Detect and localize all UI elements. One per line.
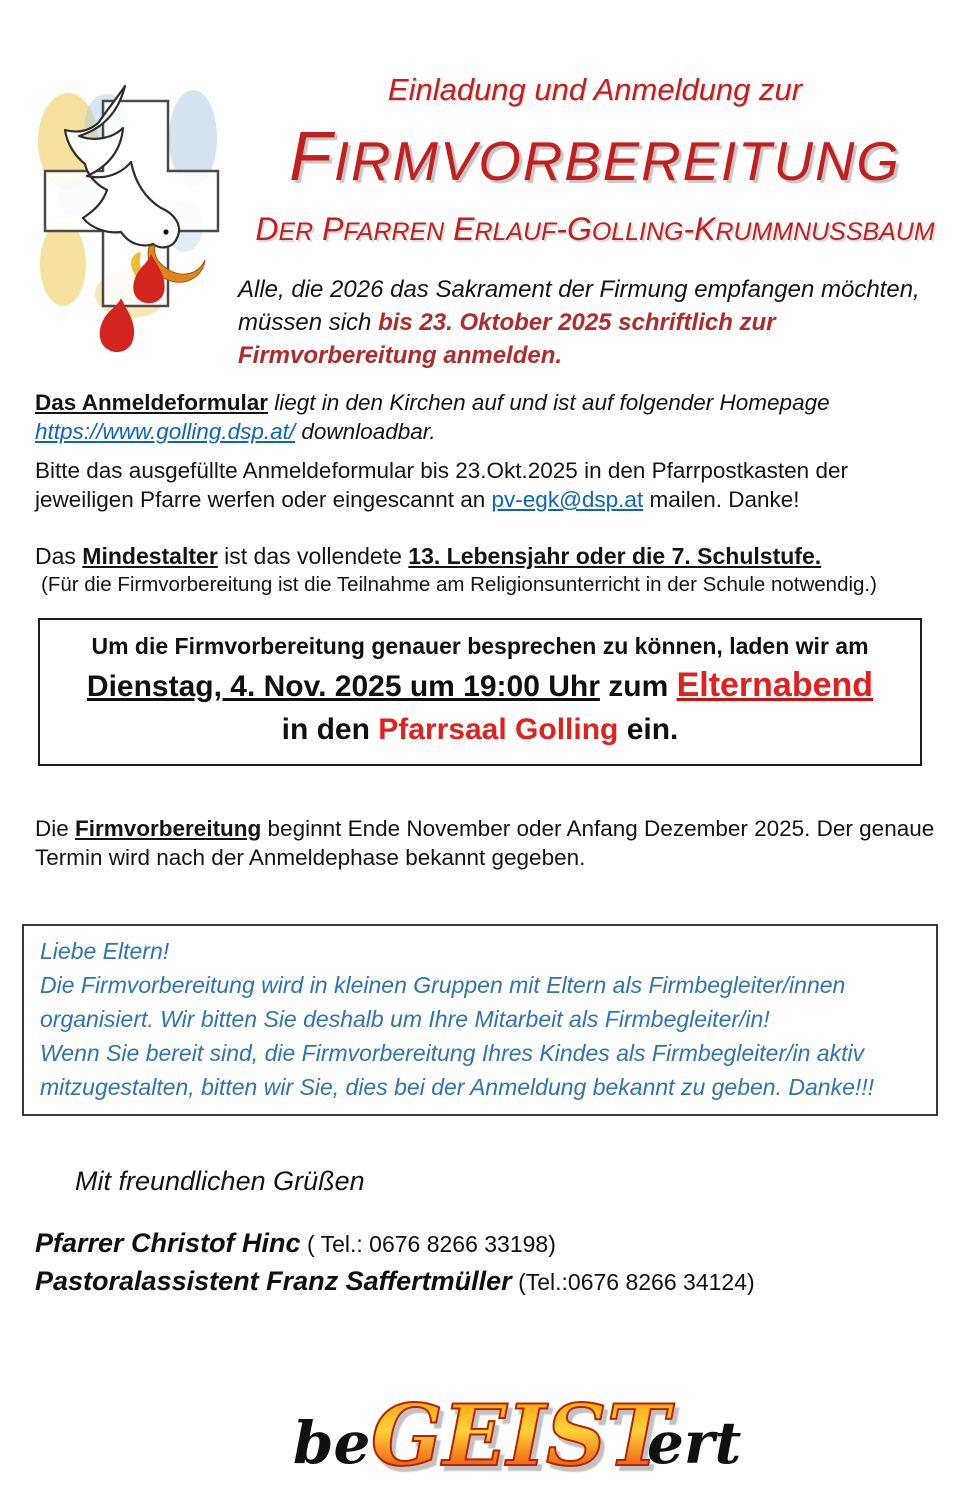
age-min-age: Mindestalter bbox=[82, 543, 218, 569]
event-location: Pfarrsaal Golling bbox=[378, 713, 619, 746]
parents-note-line: Die Firmvorbereitung wird in kleinen Gruppen mit Eltern als Firmbegleiter/innen bbox=[40, 972, 846, 998]
event-elternabend: Elternabend bbox=[676, 666, 874, 704]
signer-2 bbox=[35, 1263, 940, 1301]
homepage-link[interactable]: https://www.golling.dsp.at/ bbox=[35, 419, 296, 444]
intro-paragraph bbox=[238, 273, 952, 372]
parents-note-line: Liebe Eltern! bbox=[40, 938, 170, 964]
submit-text: Bitte das ausgefüllte Anmeldeformular bis 23.Okt.2025 in den Pfarrpostkasten der jeweiligen Pfarre werfen oder eingescannt an bbox=[35, 458, 848, 512]
parents-note-line: organisiert. Wir bitten Sie deshalb um Ihre Mitarbeit als Firmbegleiter/in! bbox=[40, 1006, 770, 1032]
email-link[interactable]: pv-egk@dsp.at bbox=[491, 487, 644, 512]
closing-greeting: Mit freundlichen Grüßen bbox=[75, 1166, 365, 1196]
logo-ert: ert bbox=[647, 1409, 742, 1477]
dove-eye bbox=[163, 229, 168, 234]
event-line-1: Um die Firmvorbereitung genauer besprechen zu können, laden wir am bbox=[91, 633, 869, 659]
parents-evening-box bbox=[38, 618, 922, 766]
holy-spirit-dove-icon bbox=[33, 76, 225, 362]
event-location-post: ein. bbox=[618, 713, 679, 746]
submit-text-after: mailen. Danke! bbox=[643, 487, 800, 512]
age-requirement: 13. Lebensjahr oder die 7. Schulstufe. bbox=[408, 543, 822, 569]
header-parishes: DER PFARREN ERLAUF-GOLLING-KRUMMNUSSBAUM bbox=[255, 211, 935, 247]
parents-note-box bbox=[22, 924, 938, 1116]
intro-deadline-highlight: bis 23. Oktober 2025 schriftlich zur Firmvorbereitung anmelden. bbox=[238, 309, 776, 369]
begeistert-logo bbox=[285, 1373, 750, 1500]
page-title: FIRMVORBEREITUNG bbox=[289, 117, 901, 195]
form-lead: Das Anmeldeformular bbox=[35, 390, 268, 415]
parents-note-line: mitzugestalten, bitten wir Sie, dies bei der Anmeldung bekannt zu geben. Danke!!! bbox=[40, 1074, 875, 1100]
form-text-after-link: downloadbar. bbox=[295, 419, 436, 444]
header bbox=[238, 72, 952, 396]
signer-1-phone: ( Tel.: 0676 8266 33198) bbox=[300, 1231, 556, 1257]
start-paragraph bbox=[35, 814, 940, 872]
logo-geist: GEIST bbox=[371, 1386, 670, 1485]
form-paragraph bbox=[35, 388, 940, 446]
dove-cross-flames-logo bbox=[33, 76, 225, 362]
signer-1-name: Pfarrer Christof Hinc bbox=[35, 1228, 301, 1258]
document-body bbox=[35, 388, 940, 1500]
age-note: (Für die Firmvorbereitung ist die Teilnahme am Religionsunterricht in der Schule notwendig.) bbox=[41, 573, 877, 596]
logo-be: be bbox=[293, 1409, 371, 1477]
age-paragraph bbox=[35, 541, 940, 571]
intro-text: Alle, die 2026 das Sakrament der Firmung empfangen möchten, müssen sich bbox=[238, 276, 920, 336]
event-line-3 bbox=[44, 710, 916, 750]
event-date-time: Dienstag, 4. Nov. 2025 um 19:00 Uhr bbox=[86, 670, 600, 703]
parents-note-line: Wenn Sie bereit sind, die Firmvorbereitung Ihres Kindes als Firmbegleiter/in aktiv bbox=[40, 1040, 865, 1066]
age-text-2: ist das vollendete bbox=[217, 543, 409, 569]
signer-2-phone: (Tel.:0676 8266 34124) bbox=[511, 1269, 755, 1295]
form-text: liegt in den Kirchen auf und ist auf folgender Homepage bbox=[267, 390, 830, 415]
signer-1 bbox=[35, 1225, 940, 1263]
speckle-yellow-left bbox=[40, 222, 86, 306]
header-subtitle: Einladung und Anmeldung zur bbox=[387, 72, 803, 107]
submit-paragraph bbox=[35, 456, 940, 514]
age-text-1: Das bbox=[35, 543, 83, 569]
start-text-2: beginnt Ende November oder Anfang Dezember 2025. Der genaue Termin wird nach der Anmeldephase bekannt gegeben. bbox=[35, 816, 935, 870]
begeistert-logo-icon bbox=[285, 1373, 750, 1500]
signatures bbox=[35, 1225, 940, 1301]
event-location-pre: in den bbox=[281, 713, 379, 746]
event-zum: zum bbox=[599, 670, 677, 703]
start-firmvorbereitung: Firmvorbereitung bbox=[75, 816, 262, 841]
signer-2-name: Pastoralassistent Franz Saffertmüller bbox=[35, 1266, 512, 1296]
start-text-1: Die bbox=[35, 816, 76, 841]
event-line-2 bbox=[44, 662, 916, 710]
